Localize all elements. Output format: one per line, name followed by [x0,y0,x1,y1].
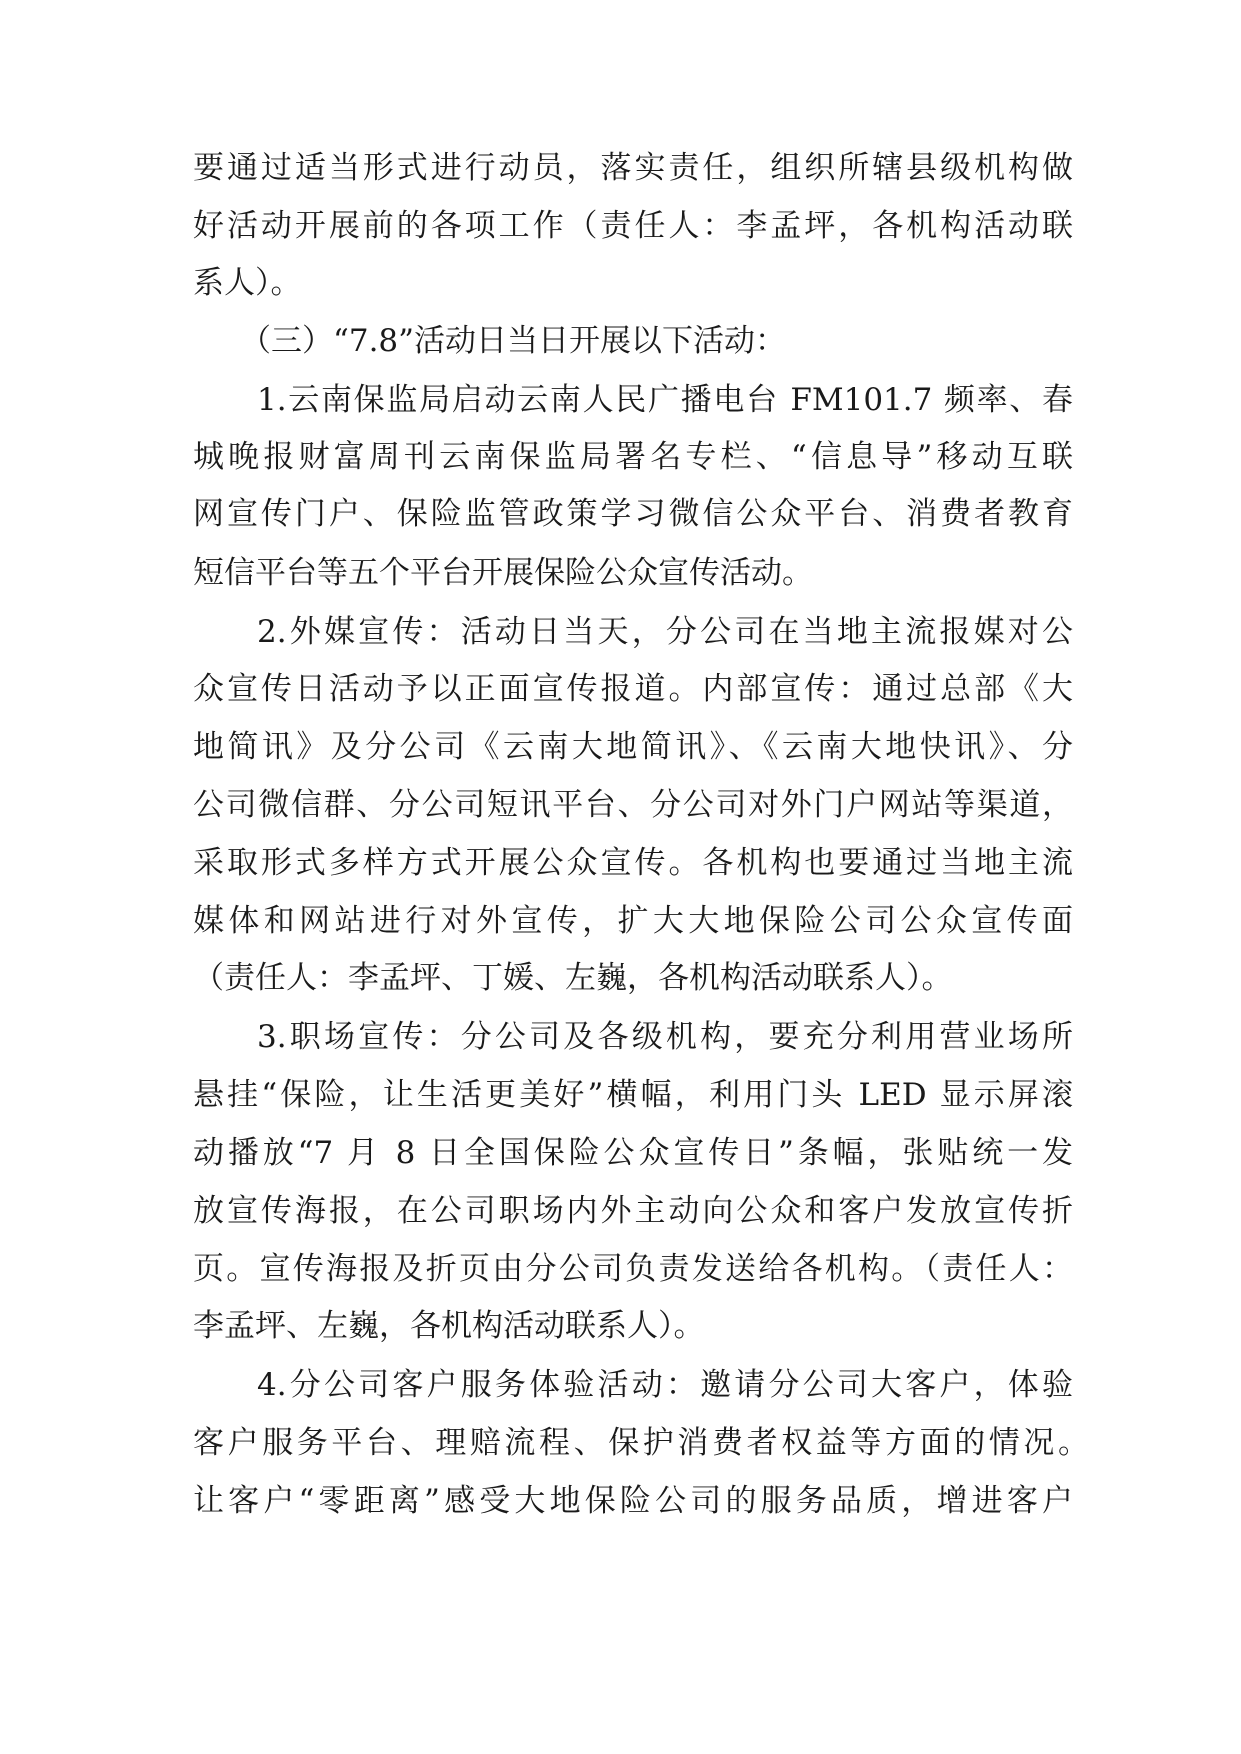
text-line-21: 李孟坪、左巍，各机构活动联系人）。 [193,1308,705,1344]
text-line-18: 动播放“7 月 8 日全国保险公众宣传日”条幅，张贴统一发 [193,1135,1073,1171]
text-line-12: 公司微信群、分公司短讯平台、分公司对外门户网站等渠道， [193,787,1073,823]
text-line-20: 页。宣传海报及折页由分公司负责发送给各机构。（责任人： [193,1251,1073,1287]
text-line-11: 地简讯》及分公司《云南大地简讯》、《云南大地快讯》、分 [193,729,1073,765]
text-line-23: 客户服务平台、理赔流程、保护消费者权益等方面的情况。 [193,1425,1089,1461]
text-line-6: 城晚报财富周刊云南保监局署名专栏、“信息导”移动互联 [193,439,1073,475]
text-line-22: 4.分公司客户服务体验活动：邀请分公司大客户，体验 [257,1367,1073,1403]
text-line-14: 媒体和网站进行对外宣传，扩大大地保险公司公众宣传面 [193,903,1073,939]
text-line-5: 1.云南保监局启动云南人民广播电台 FM101.7 频率、春 [257,382,1073,418]
text-line-17: 悬挂“保险，让生活更美好”横幅，利用门头 LED 显示屏滚 [193,1077,1073,1113]
text-line-15: （责任人：李孟坪、丁媛、左巍，各机构活动联系人）。 [193,960,953,996]
text-line-9: 2.外媒宣传：活动日当天，分公司在当地主流报媒对公 [257,614,1073,650]
text-line-10: 众宣传日活动予以正面宣传报道。内部宣传：通过总部《大 [193,671,1073,707]
text-line-7: 网宣传门户、保险监管政策学习微信公众平台、消费者教育 [193,496,1073,532]
text-line-1: 要通过适当形式进行动员，落实责任，组织所辖县级机构做 [193,150,1073,186]
text-line-8: 短信平台等五个平台开展保险公众宣传活动。 [193,555,813,591]
text-line-3: 系人）。 [193,265,302,301]
section-heading: （三）“7.8”活动日当日开展以下活动： [240,323,786,359]
text-line-19: 放宣传海报，在公司职场内外主动向公众和客户发放宣传折 [193,1193,1073,1229]
text-line-16: 3.职场宣传：分公司及各级机构，要充分利用营业场所 [257,1019,1073,1055]
text-line-24: 让客户“零距离”感受大地保险公司的服务品质，增进客户 [193,1483,1073,1519]
text-line-13: 采取形式多样方式开展公众宣传。各机构也要通过当地主流 [193,845,1073,881]
text-line-2: 好活动开展前的各项工作（责任人：李孟坪，各机构活动联 [193,208,1073,244]
